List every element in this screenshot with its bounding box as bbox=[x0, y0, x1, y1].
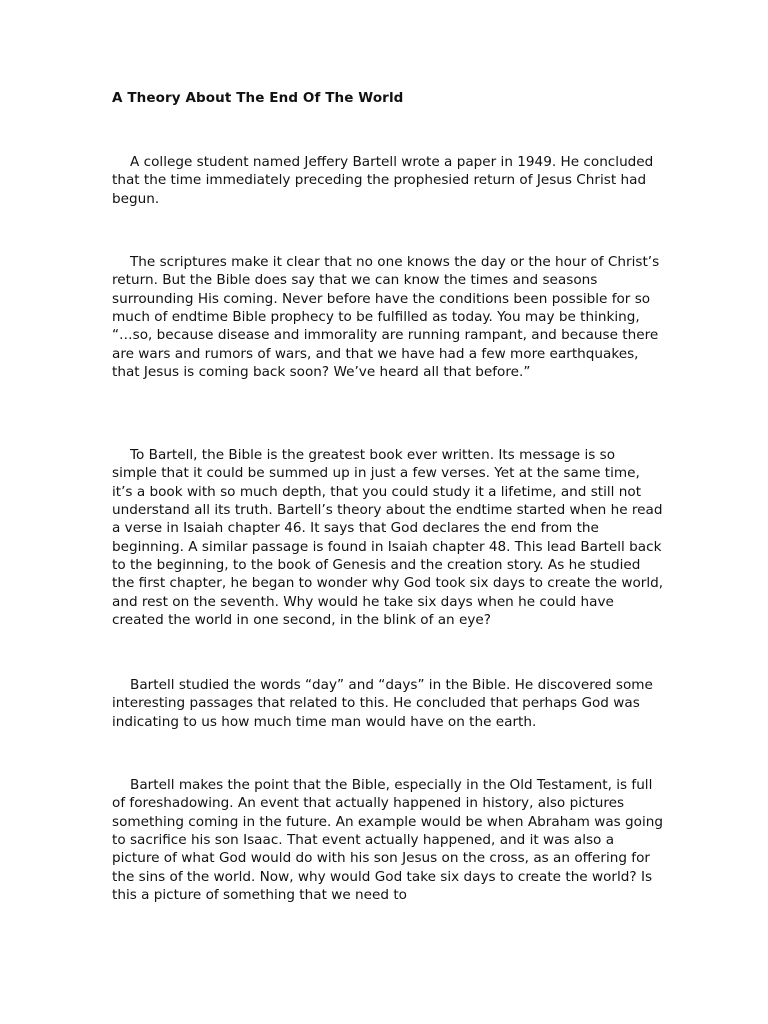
paragraph-2: The scriptures make it clear that no one knows the day or the hour of Christ’s return. But the Bible does say that we can know the times and seasons surrounding His coming. Never before have the conditions been possible for so much of endtime Bible prophecy to be fulfilled as today. You may be thinking, “…so, because disease and immorality are running rampant, and because there are wars and rumors of wars, and that we have had a few more earthquakes, that Jesus is coming back soon? We’ve heard all that before.” bbox=[112, 254, 660, 381]
paragraph-4: Bartell studied the words “day” and “days” in the Bible. He discovered some interesting passages that related to this. He concluded that perhaps God was indicating to us how much time man would have on the earth. bbox=[112, 677, 653, 730]
paragraph-3: To Bartell, the Bible is the greatest book ever written. Its message is so simple that it could be summed up in just a few verses. Yet at the same time, it’s a book with so much depth, that you could study it a lifetime, and still not understand all its truth. Bartell’s theory about the endtime started when he read a verse in Isaiah chapter 46. It says that God declares the end from the beginning. A similar passage is found in Isaiah chapter 48. This lead Bartell back to the beginning, to the book of Genesis and the creation story. As he studied the first chapter, he began to wonder why God took six days to create the world, and rest on the seventh. Why would he take six days when he could have created the world in one second, in the blink of an eye? bbox=[112, 447, 664, 629]
paragraph-5: Bartell makes the point that the Bible, especially in the Old Testament, is full of foreshadowing. An event that actually happened in history, also pictures something coming in the future. An example would be when Abraham was going to sacrifice his son Isaac. That event actually happened, and it was also a picture of what God would do with his son Jesus on the cross, as an offering for the sins of the world. Now, why would God take six days to create the world? Is this a picture of something that we need to bbox=[112, 777, 664, 904]
paragraph-1: A college student named Jeffery Bartell wrote a paper in 1949. He concluded that the time immediately preceding the prophesied return of Jesus Christ had begun. bbox=[112, 154, 654, 207]
document-title: A Theory About The End Of The World bbox=[112, 90, 404, 106]
